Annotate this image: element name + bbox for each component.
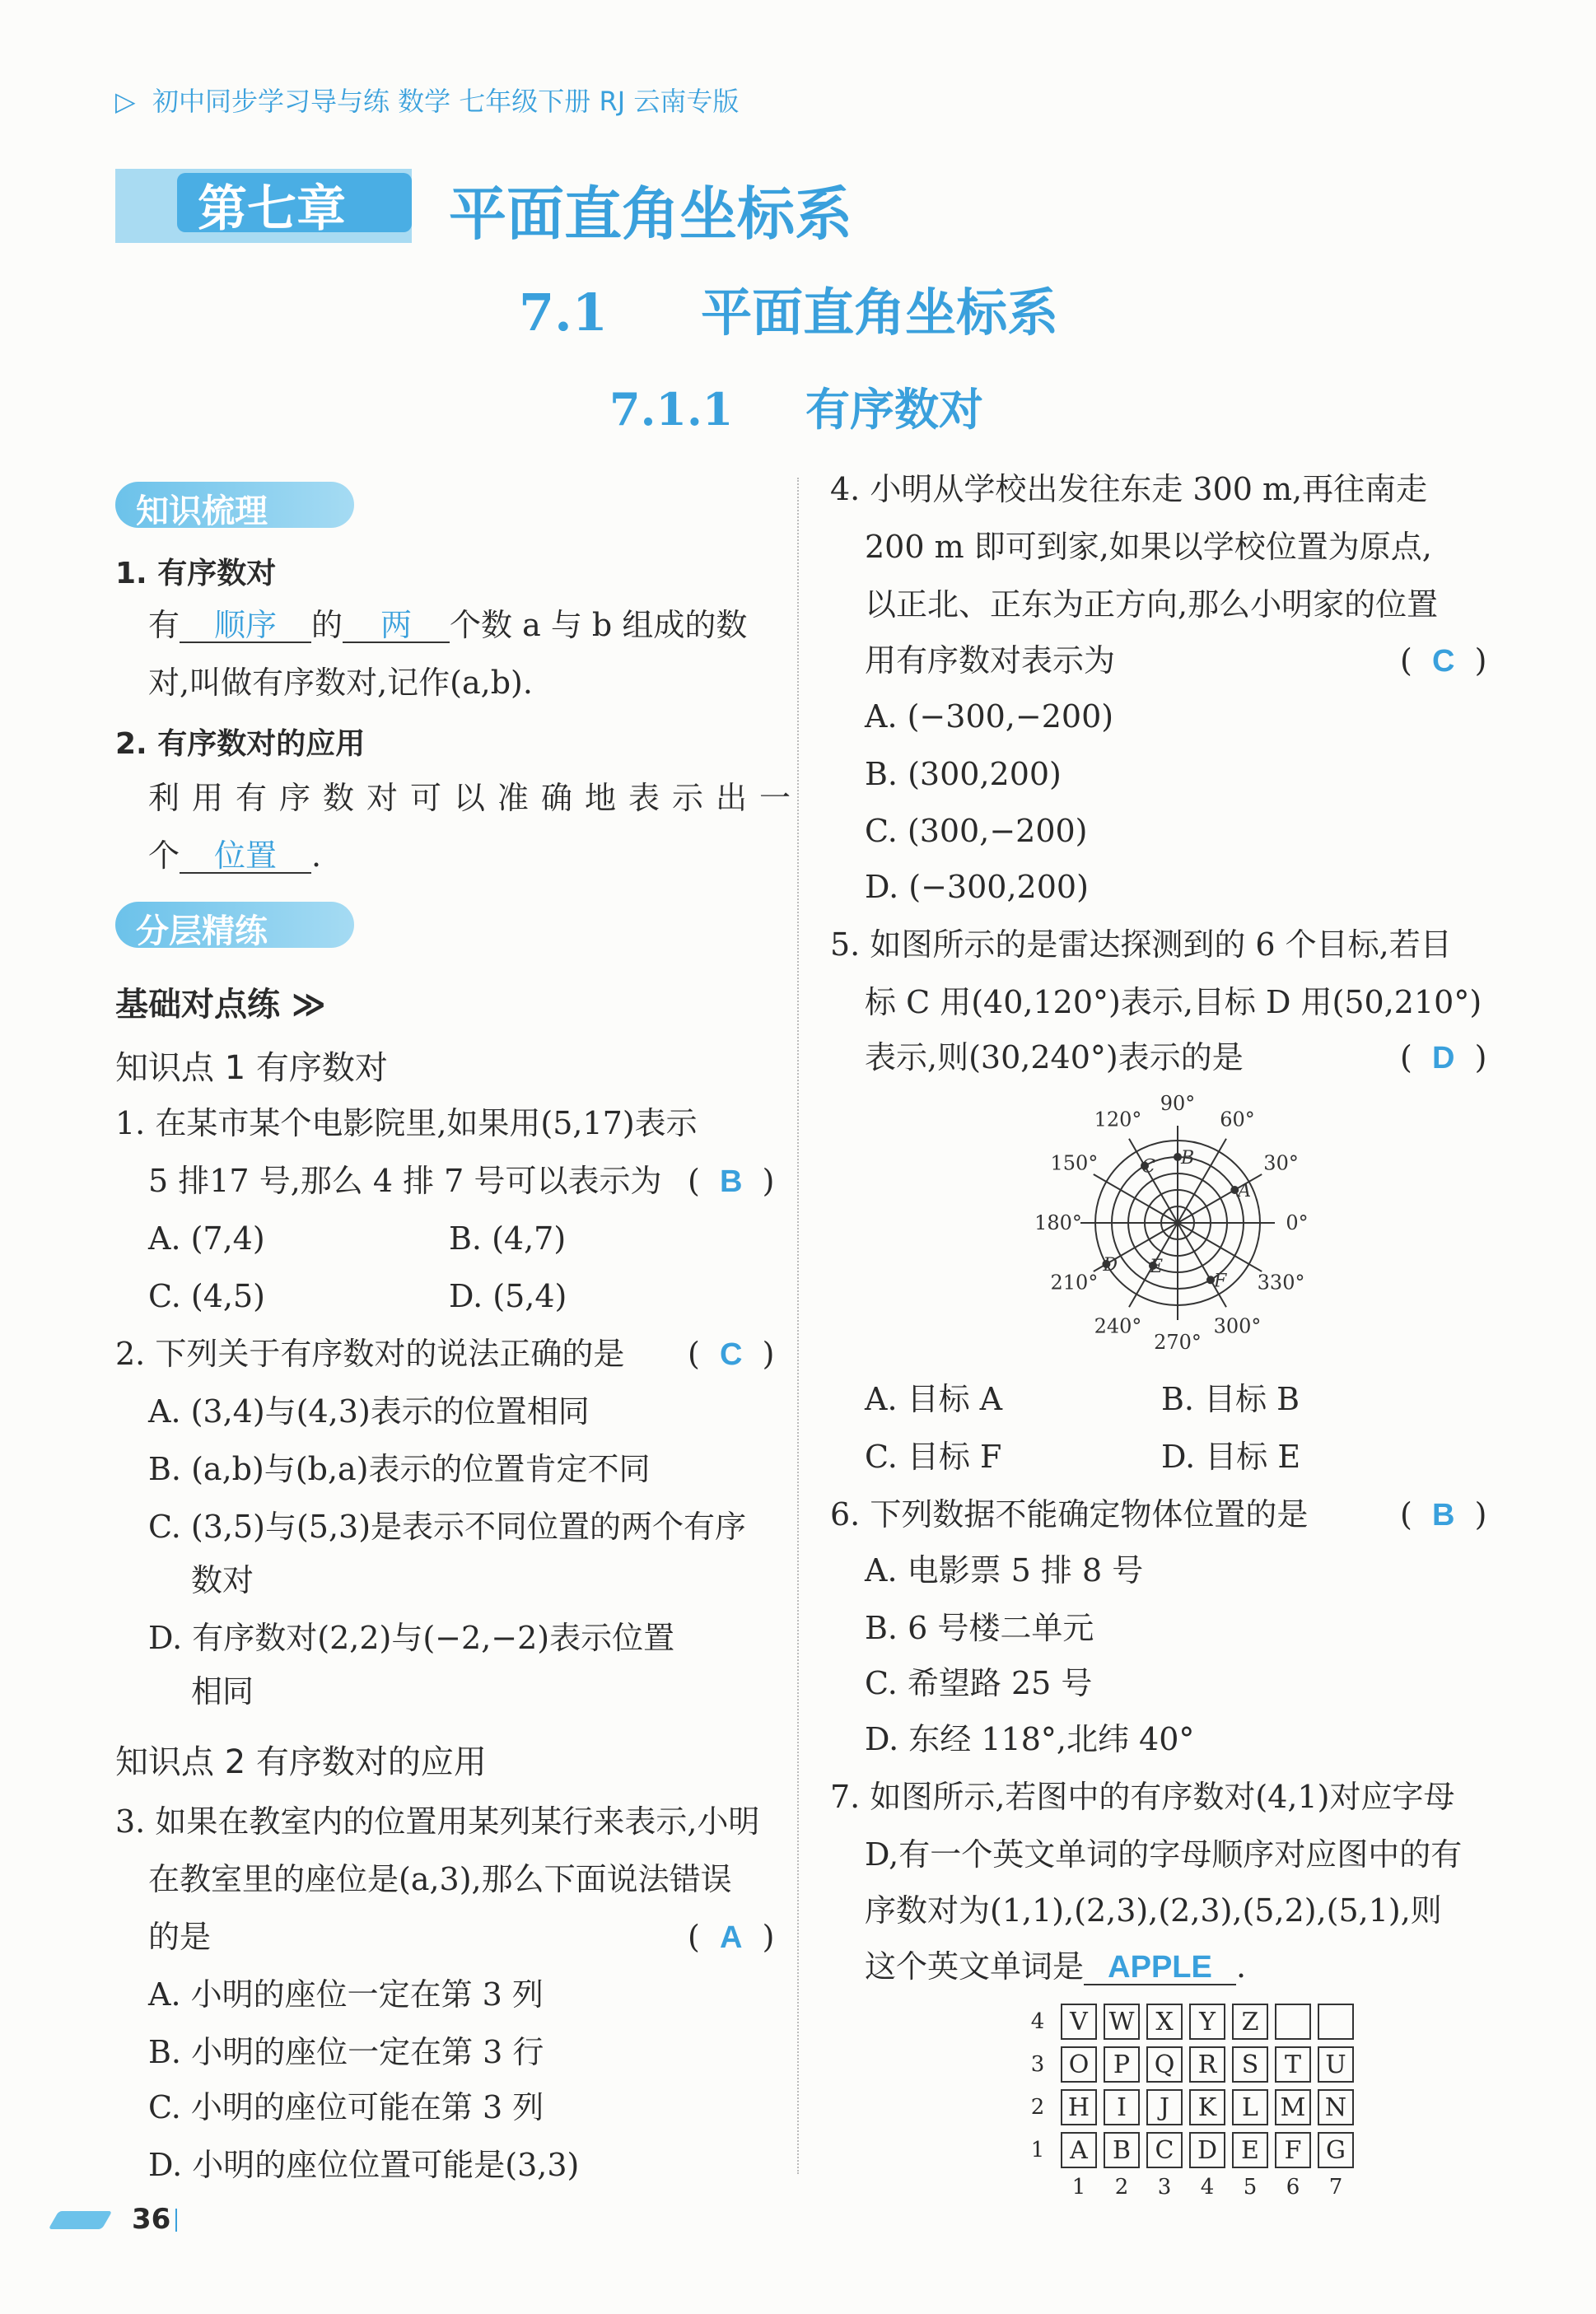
radar-angle-label: 60° bbox=[1220, 1108, 1255, 1131]
q5-option-c: C. 目标 F bbox=[865, 1439, 1002, 1475]
grid-cell: U bbox=[1318, 2046, 1354, 2083]
q2-option-c2: 数对 bbox=[191, 1562, 254, 1598]
grid-cell: O bbox=[1061, 2046, 1097, 2083]
q3-line2: 在教室里的座位是(a,3),那么下面说法错误 bbox=[148, 1861, 732, 1897]
q2-option-c1: C. (3,5)与(5,3)是表示不同位置的两个有序 bbox=[148, 1509, 747, 1545]
q4-line2: 200 m 即可到家,如果以学校位置为原点, bbox=[865, 529, 1432, 565]
subsection-title bbox=[609, 375, 983, 438]
q6-answer: ( B ) bbox=[1400, 1496, 1487, 1533]
radar-target-label: A bbox=[1238, 1181, 1252, 1201]
grid-cell: S bbox=[1232, 2046, 1268, 2083]
grid-cell: M bbox=[1275, 2089, 1311, 2125]
q4-line1: 4. 小明从学校出发往东走 300 m,再往南走 bbox=[830, 471, 1428, 507]
q7-line3: 序数对为(1,1),(2,3),(2,3),(5,2),(5,1),则 bbox=[865, 1892, 1442, 1929]
radar-angle-label: 300° bbox=[1213, 1314, 1262, 1338]
grid-cell: I bbox=[1104, 2089, 1140, 2125]
q6-option-c: C. 希望路 25 号 bbox=[865, 1665, 1093, 1701]
q5-option-b: B. 目标 B bbox=[1161, 1381, 1300, 1417]
q7-line4: 这个英文单词是 APPLE . bbox=[865, 1948, 1247, 1985]
q7-line1: 7. 如图所示,若图中的有序数对(4,1)对应字母 bbox=[830, 1779, 1455, 1815]
grid-cell: X bbox=[1146, 2004, 1183, 2040]
footer-stripe bbox=[49, 2211, 113, 2229]
grid-row-label: 4 bbox=[1030, 2009, 1045, 2034]
grid-col-label: 2 bbox=[1114, 2175, 1129, 2200]
grid-cell: J bbox=[1146, 2089, 1183, 2125]
radar-ray bbox=[1178, 1223, 1226, 1307]
knowledge-item2-line2: 个 位置 . bbox=[148, 837, 322, 874]
q2-option-d1: D. 有序数对(2,2)与(−2,−2)表示位置 bbox=[148, 1620, 675, 1656]
knowledge-item1-line2: 对,叫做有序数对,记作(a,b). bbox=[148, 665, 533, 701]
q3-line1: 3. 如果在教室内的位置用某列某行来表示,小明 bbox=[115, 1803, 760, 1840]
q1-option-b: B. (4,7) bbox=[449, 1220, 567, 1257]
grid-cell: A bbox=[1061, 2132, 1097, 2168]
q5-line2: 标 C 用(40,120°)表示,目标 D 用(50,210°) bbox=[865, 984, 1482, 1020]
radar-angle-label: 180° bbox=[1034, 1211, 1082, 1234]
q5-line1: 5. 如图所示的是雷达探测到的 6 个目标,若目 bbox=[830, 926, 1452, 963]
q4-option-b: B. (300,200) bbox=[865, 756, 1062, 792]
radar-angle-label: 210° bbox=[1050, 1271, 1099, 1295]
grid-cell: E bbox=[1232, 2132, 1268, 2168]
section-number: 7.1 bbox=[519, 282, 608, 343]
knowledge-item1-line1: 有 顺序 的 两 个数 a 与 b 组成的数 bbox=[148, 607, 748, 643]
q2-answer: ( C ) bbox=[688, 1336, 775, 1372]
grid-row-label: 1 bbox=[1030, 2138, 1045, 2162]
radar-target-point bbox=[1207, 1276, 1214, 1283]
radar-angle-label: 150° bbox=[1050, 1151, 1099, 1175]
radar-target-label: F bbox=[1214, 1271, 1227, 1292]
grid-cell: D bbox=[1189, 2132, 1225, 2168]
header-bar bbox=[115, 81, 739, 119]
grid-cell: Y bbox=[1189, 2004, 1225, 2040]
page-number: 36 bbox=[132, 2203, 171, 2236]
q1-option-a: A. (7,4) bbox=[148, 1220, 265, 1257]
header-text: 初中同步学习导与练 数学 七年级下册 RJ 云南专版 bbox=[152, 86, 740, 117]
knowledge-item1-title: 1. 有序数对 bbox=[115, 557, 277, 590]
grid-col-label: 3 bbox=[1157, 2175, 1172, 2200]
blank-two: 两 bbox=[343, 609, 450, 643]
grid-cell: T bbox=[1275, 2046, 1311, 2083]
q3-line3: 的是 bbox=[148, 1919, 212, 1955]
letter-grid bbox=[1015, 1997, 1360, 2206]
radar-ray bbox=[1094, 1174, 1178, 1223]
knowledge-badge: 知识梳理 bbox=[115, 482, 354, 528]
q1-option-d: D. (5,4) bbox=[449, 1278, 567, 1314]
play-icon: ▷ bbox=[115, 86, 136, 117]
grid-cell: L bbox=[1232, 2089, 1268, 2125]
grid-cell: Z bbox=[1232, 2004, 1268, 2040]
q7-answer: APPLE bbox=[1084, 1951, 1236, 1985]
q6-option-b: B. 6 号楼二单元 bbox=[865, 1610, 1094, 1646]
q2-option-d2: 相同 bbox=[191, 1673, 254, 1710]
radar-angle-label: 270° bbox=[1154, 1331, 1202, 1354]
grid-col-label: 5 bbox=[1243, 2175, 1258, 2200]
grid-cell: G bbox=[1318, 2132, 1354, 2168]
grid-cell: Q bbox=[1146, 2046, 1183, 2083]
radar-ray bbox=[1129, 1139, 1178, 1223]
grid-cell: N bbox=[1318, 2089, 1354, 2125]
practice-badge: 分层精练 bbox=[115, 902, 354, 948]
grid-cell: K bbox=[1189, 2089, 1225, 2125]
radar-angle-label: 90° bbox=[1160, 1092, 1196, 1115]
q4-option-d: D. (−300,200) bbox=[865, 869, 1089, 905]
q3-option-c: C. 小明的座位可能在第 3 列 bbox=[148, 2089, 544, 2125]
radar-angle-label: 240° bbox=[1094, 1314, 1142, 1338]
q4-option-a: A. (−300,−200) bbox=[865, 698, 1114, 735]
q1-line1: 1. 在某市某个电影院里,如果用(5,17)表示 bbox=[115, 1105, 698, 1141]
radar-target-label: C bbox=[1141, 1156, 1155, 1178]
basic-practice-heading: 基础对点练 ≫ bbox=[115, 986, 326, 1024]
chapter-title: 平面直角坐标系 bbox=[449, 180, 852, 248]
column-divider bbox=[797, 478, 799, 2174]
grid-cell: F bbox=[1275, 2132, 1311, 2168]
radar-target-label: E bbox=[1150, 1256, 1164, 1277]
q5-line3: 表示,则(30,240°)表示的是 bbox=[865, 1039, 1244, 1075]
q1-answer: ( B ) bbox=[688, 1163, 775, 1199]
radar-target-point bbox=[1231, 1187, 1238, 1193]
grid-col-label: 1 bbox=[1071, 2175, 1086, 2200]
knowledge-point-1: 知识点 1 有序数对 bbox=[115, 1049, 388, 1087]
footer-divider bbox=[175, 2209, 177, 2232]
grid-col-label: 6 bbox=[1286, 2175, 1300, 2200]
knowledge-item2-line1: 利用有序数对可以准确地表示出一 bbox=[148, 780, 804, 816]
radar-target-point bbox=[1174, 1154, 1181, 1160]
chapter-label: 第七章 bbox=[198, 180, 346, 238]
radar-angle-label: 0° bbox=[1286, 1211, 1309, 1234]
q5-option-d: D. 目标 E bbox=[1161, 1439, 1301, 1475]
radar-figure bbox=[1021, 1087, 1351, 1367]
q2-option-b: B. (a,b)与(b,a)表示的位置肯定不同 bbox=[148, 1451, 651, 1487]
q3-option-a: A. 小明的座位一定在第 3 列 bbox=[148, 1976, 544, 2013]
radar-angle-label: 120° bbox=[1094, 1108, 1142, 1131]
q6-line1: 6. 下列数据不能确定物体位置的是 bbox=[830, 1496, 1309, 1533]
q2-line1: 2. 下列关于有序数对的说法正确的是 bbox=[115, 1336, 625, 1372]
q3-answer: ( A ) bbox=[688, 1919, 775, 1955]
knowledge-point-2: 知识点 2 有序数对的应用 bbox=[115, 1743, 487, 1781]
subsection-name: 有序数对 bbox=[805, 383, 983, 436]
q4-line4: 用有序数对表示为 bbox=[865, 642, 1116, 679]
q1-line2: 5 排17 号,那么 4 排 7 号可以表示为 bbox=[148, 1163, 662, 1199]
knowledge-item2-title: 2. 有序数对的应用 bbox=[115, 727, 366, 761]
blank-order: 顺序 bbox=[180, 609, 311, 643]
grid-cell: V bbox=[1061, 2004, 1097, 2040]
grid-cell: P bbox=[1104, 2046, 1140, 2083]
radar-target-label: D bbox=[1103, 1255, 1118, 1276]
radar-angle-label: 30° bbox=[1263, 1151, 1299, 1175]
q4-answer: ( C ) bbox=[1400, 642, 1487, 679]
section-name: 平面直角坐标系 bbox=[701, 282, 1059, 343]
q1-option-c: C. (4,5) bbox=[148, 1278, 265, 1314]
q3-option-b: B. 小明的座位一定在第 3 行 bbox=[148, 2034, 544, 2070]
grid-cell: W bbox=[1104, 2004, 1140, 2040]
radar-ray bbox=[1178, 1223, 1262, 1271]
q2-option-a: A. (3,4)与(4,3)表示的位置相同 bbox=[148, 1393, 590, 1430]
q7-line2: D,有一个英文单词的字母顺序对应图中的有 bbox=[865, 1836, 1463, 1873]
grid-cell: C bbox=[1146, 2132, 1183, 2168]
grid-cell bbox=[1275, 2004, 1311, 2040]
grid-col-label: 7 bbox=[1328, 2175, 1343, 2200]
grid-col-label: 4 bbox=[1200, 2175, 1215, 2200]
q4-option-c: C. (300,−200) bbox=[865, 813, 1088, 849]
q4-line3: 以正北、正东为正方向,那么小明家的位置 bbox=[865, 586, 1439, 623]
q5-option-a: A. 目标 A bbox=[865, 1381, 1003, 1417]
q6-option-d: D. 东经 118°,北纬 40° bbox=[865, 1721, 1195, 1757]
grid-cell: H bbox=[1061, 2089, 1097, 2125]
radar-target-label: B bbox=[1181, 1148, 1195, 1169]
grid-row-label: 3 bbox=[1030, 2052, 1045, 2077]
radar-angle-label: 330° bbox=[1257, 1271, 1305, 1295]
section-title bbox=[519, 272, 1058, 345]
grid-cell: B bbox=[1104, 2132, 1140, 2168]
q3-option-d: D. 小明的座位位置可能是(3,3) bbox=[148, 2147, 580, 2183]
grid-row-label: 2 bbox=[1030, 2095, 1045, 2120]
grid-cell bbox=[1318, 2004, 1354, 2040]
blank-position: 位置 bbox=[180, 839, 311, 874]
grid-cell: R bbox=[1189, 2046, 1225, 2083]
subsection-number: 7.1.1 bbox=[609, 383, 734, 436]
q5-answer: ( D ) bbox=[1400, 1039, 1487, 1075]
q6-option-a: A. 电影票 5 排 8 号 bbox=[865, 1552, 1144, 1589]
